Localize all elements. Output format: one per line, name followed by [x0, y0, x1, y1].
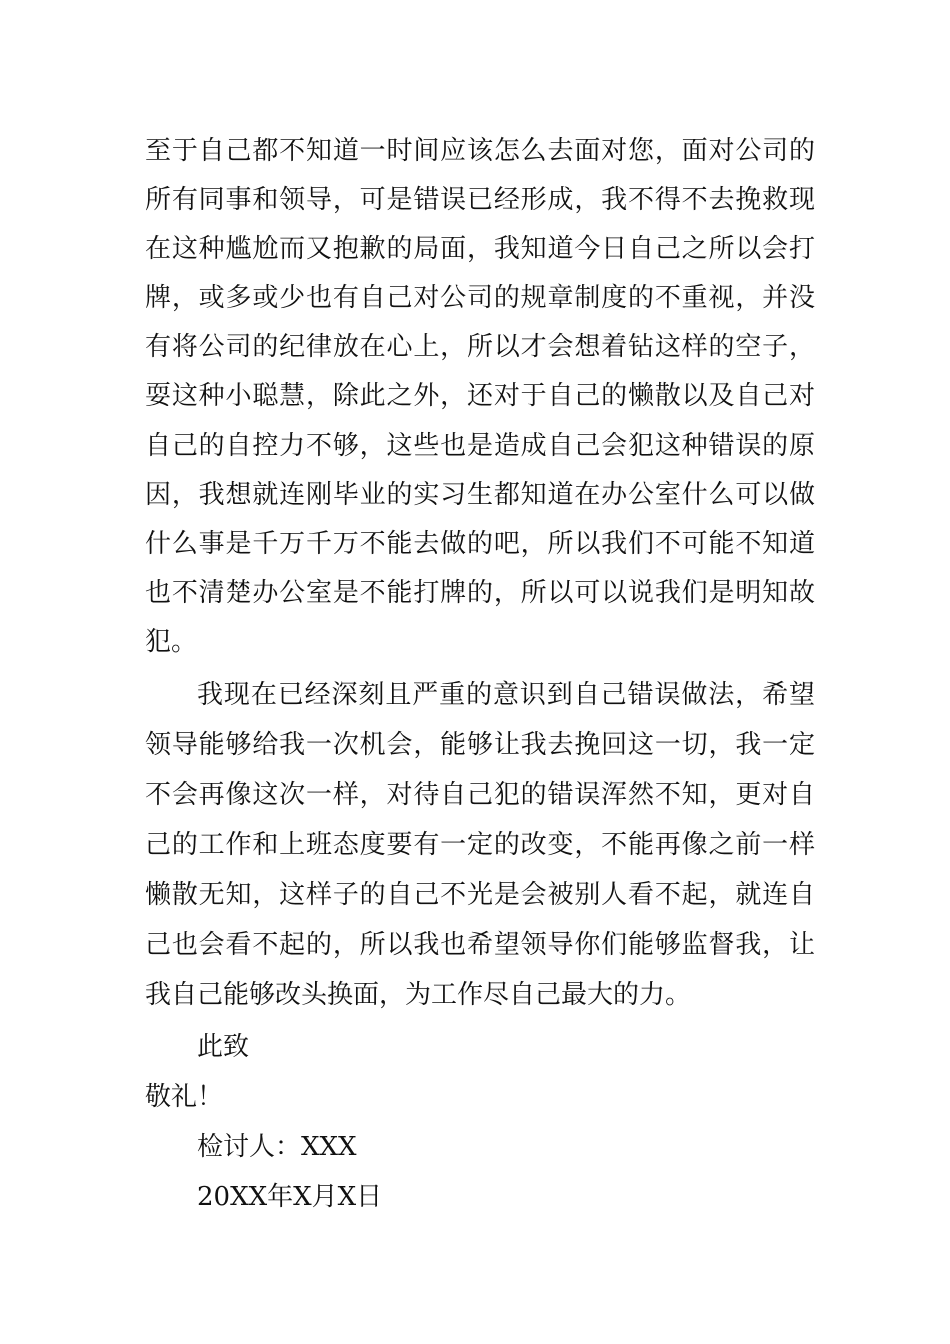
closing-greeting: 此致: [197, 1032, 250, 1062]
paragraph1-line-1: 至于自己都不知道一时间应该怎么去面对您，面对公司的: [145, 136, 815, 166]
closing-salute: 敬礼！: [145, 1082, 224, 1112]
paragraph2-line-7: 我自己能够改头换面，为工作尽自己最大的力。: [145, 980, 692, 1010]
paragraph2-line-6: 己也会看不起的，所以我也希望领导你们能够监督我，让: [145, 930, 815, 960]
paragraph2-line-2: 领导能够给我一次机会，能够让我去挽回这一切，我一定: [145, 730, 815, 760]
paragraph1-line-2: 所有同事和领导，可是错误已经形成，我不得不去挽救现: [145, 185, 815, 215]
paragraph1-line-10: 也不清楚办公室是不能打牌的，所以可以说我们是明知故: [145, 578, 815, 608]
paragraph2-line-1: 我现在已经深刻且严重的意识到自己错误做法，希望: [197, 680, 815, 710]
paragraph2-line-3: 不会再像这次一样，对待自己犯的错误浑然不知，更对自: [145, 780, 815, 810]
paragraph1-line-6: 耍这种小聪慧，除此之外，还对于自己的懒散以及自己对: [145, 381, 815, 411]
paragraph1-line-9: 什么事是千万千万不能去做的吧，所以我们不可能不知道: [145, 529, 815, 559]
paragraph1-line-11: 犯。: [145, 627, 198, 657]
paragraph1-line-3: 在这种尴尬而又抱歉的局面，我知道今日自己之所以会打: [145, 234, 815, 264]
paragraph1-line-7: 自己的自控力不够，这些也是造成自己会犯这种错误的原: [145, 431, 815, 461]
paragraph2-line-5: 懒散无知，这样子的自己不光是会被别人看不起，就连自: [145, 880, 815, 910]
paragraph1-line-5: 有将公司的纪律放在心上，所以才会想着钻这样的空子，: [145, 332, 815, 362]
paragraph1-line-4: 牌，或多或少也有自己对公司的规章制度的不重视，并没: [145, 283, 815, 313]
signature: 检讨人：XXX: [197, 1132, 357, 1162]
paragraph2-line-4: 己的工作和上班态度要有一定的改变，不能再像之前一样: [145, 830, 815, 860]
date: 20XX年X月X日: [197, 1182, 383, 1212]
paragraph1-line-8: 因，我想就连刚毕业的实习生都知道在办公室什么可以做: [145, 480, 815, 510]
